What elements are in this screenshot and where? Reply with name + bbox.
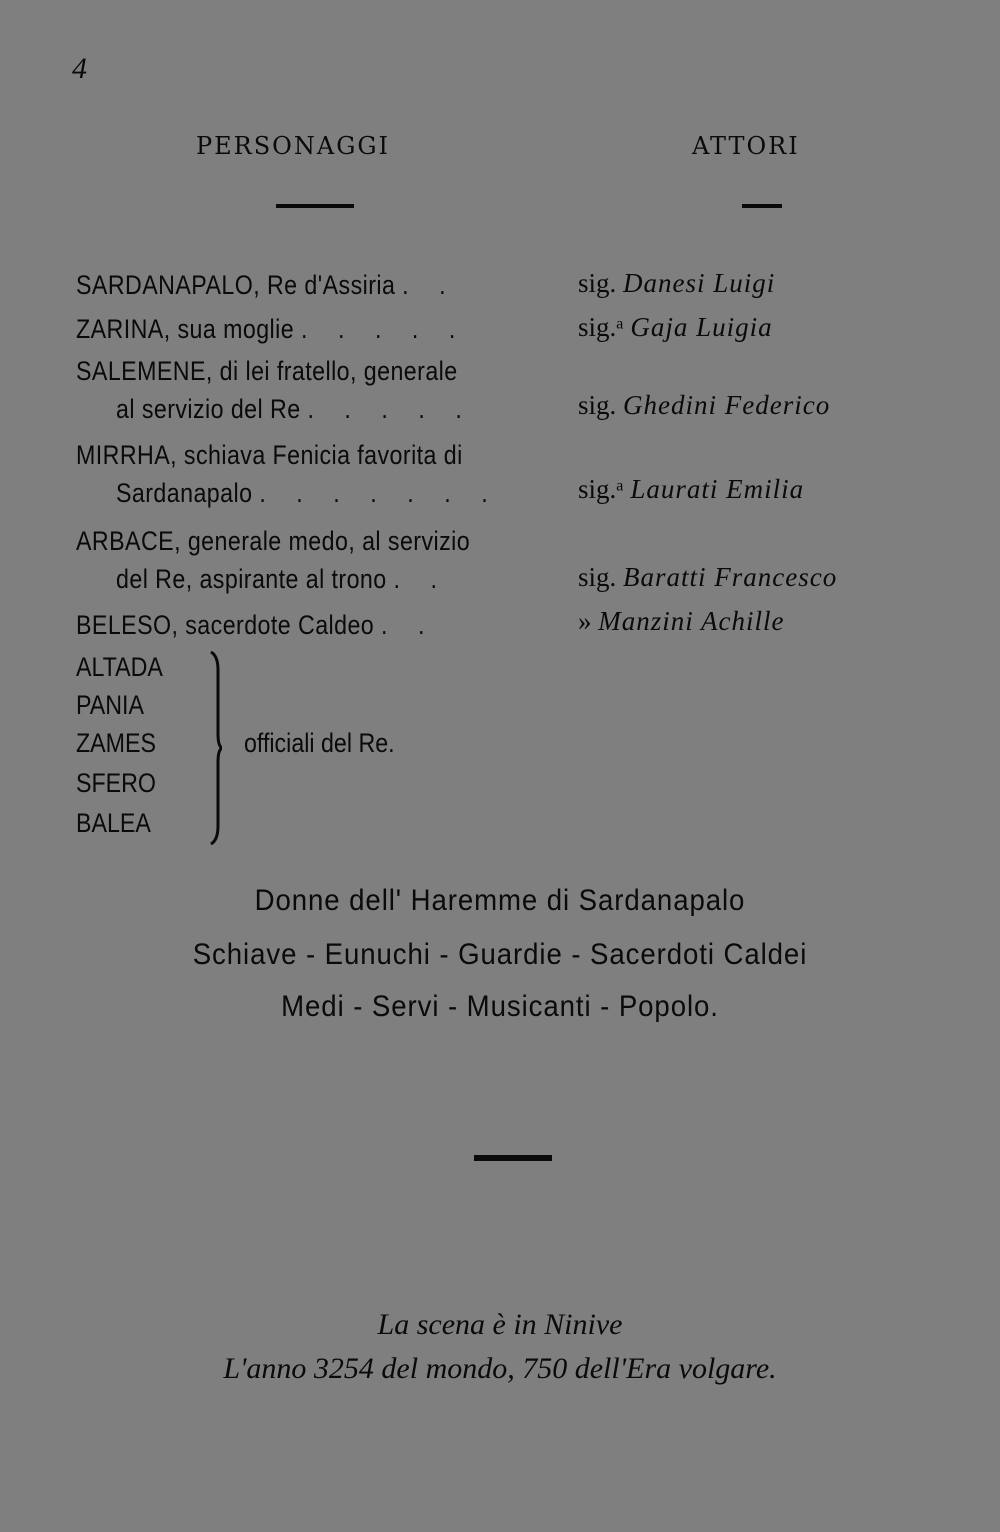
scene-location: La scena è in Ninive	[377, 1308, 623, 1341]
extras-line: Donne dell' Haremme di Sardanapalo	[254, 884, 746, 917]
cast-role-mirrha-cont: Sardanapalo . . . . . . .	[116, 478, 500, 508]
characters-header: PERSONAGGI	[196, 132, 391, 160]
cast-actor-mirrha: sig.ᵃ Laurati Emilia	[578, 474, 805, 504]
scene-date: L'anno 3254 del mondo, 750 dell'Era volgare.	[223, 1352, 777, 1385]
cast-role-arbace-cont: del Re, aspirante al trono . .	[116, 564, 450, 594]
cast-role-zarina: ZARINA, sua moglie . . . . .	[76, 314, 468, 344]
cast-role-salemene: SALEMENE, di lei fratello, generale	[76, 356, 458, 386]
officer-name: SFERO	[76, 768, 156, 798]
cast-actor-arbace: sig. Baratti Francesco	[578, 562, 838, 592]
brace-icon	[208, 650, 222, 846]
officers-label: officiali del Re.	[244, 728, 395, 758]
extras-line: Medi - Servi - Musicanti - Popolo.	[281, 990, 719, 1023]
cast-role-beleso: BELESO, sacerdote Caldeo . .	[76, 610, 437, 640]
officer-name: ALTADA	[76, 652, 163, 682]
cast-actor-beleso: » Manzini Achille	[578, 606, 785, 636]
page-number: 4	[72, 52, 87, 85]
extras-line: Schiave - Eunuchi - Guardie - Sacerdoti Caldei	[192, 938, 808, 971]
officer-name: BALEA	[76, 808, 151, 838]
cast-actor-salemene: sig. Ghedini Federico	[578, 390, 831, 420]
officer-name: PANIA	[76, 690, 144, 720]
cast-role-arbace: ARBACE, generale medo, al servizio	[76, 526, 471, 556]
officer-name: ZAMES	[76, 728, 156, 758]
header-rule-left	[276, 204, 354, 208]
cast-role-salemene-cont: al servizio del Re . . . . .	[116, 394, 474, 424]
header-rule-right	[742, 204, 782, 208]
section-divider	[474, 1155, 552, 1161]
cast-role-sardanapalo: SARDANAPALO, Re d'Assiria . .	[76, 270, 458, 300]
cast-role-mirrha: MIRRHA, schiava Fenicia favorita di	[76, 440, 463, 470]
cast-actor-zarina: sig.ᵃ Gaja Luigia	[578, 312, 773, 342]
actors-header: ATTORI	[692, 132, 800, 160]
cast-actor-sardanapalo: sig. Danesi Luigi	[578, 268, 776, 298]
